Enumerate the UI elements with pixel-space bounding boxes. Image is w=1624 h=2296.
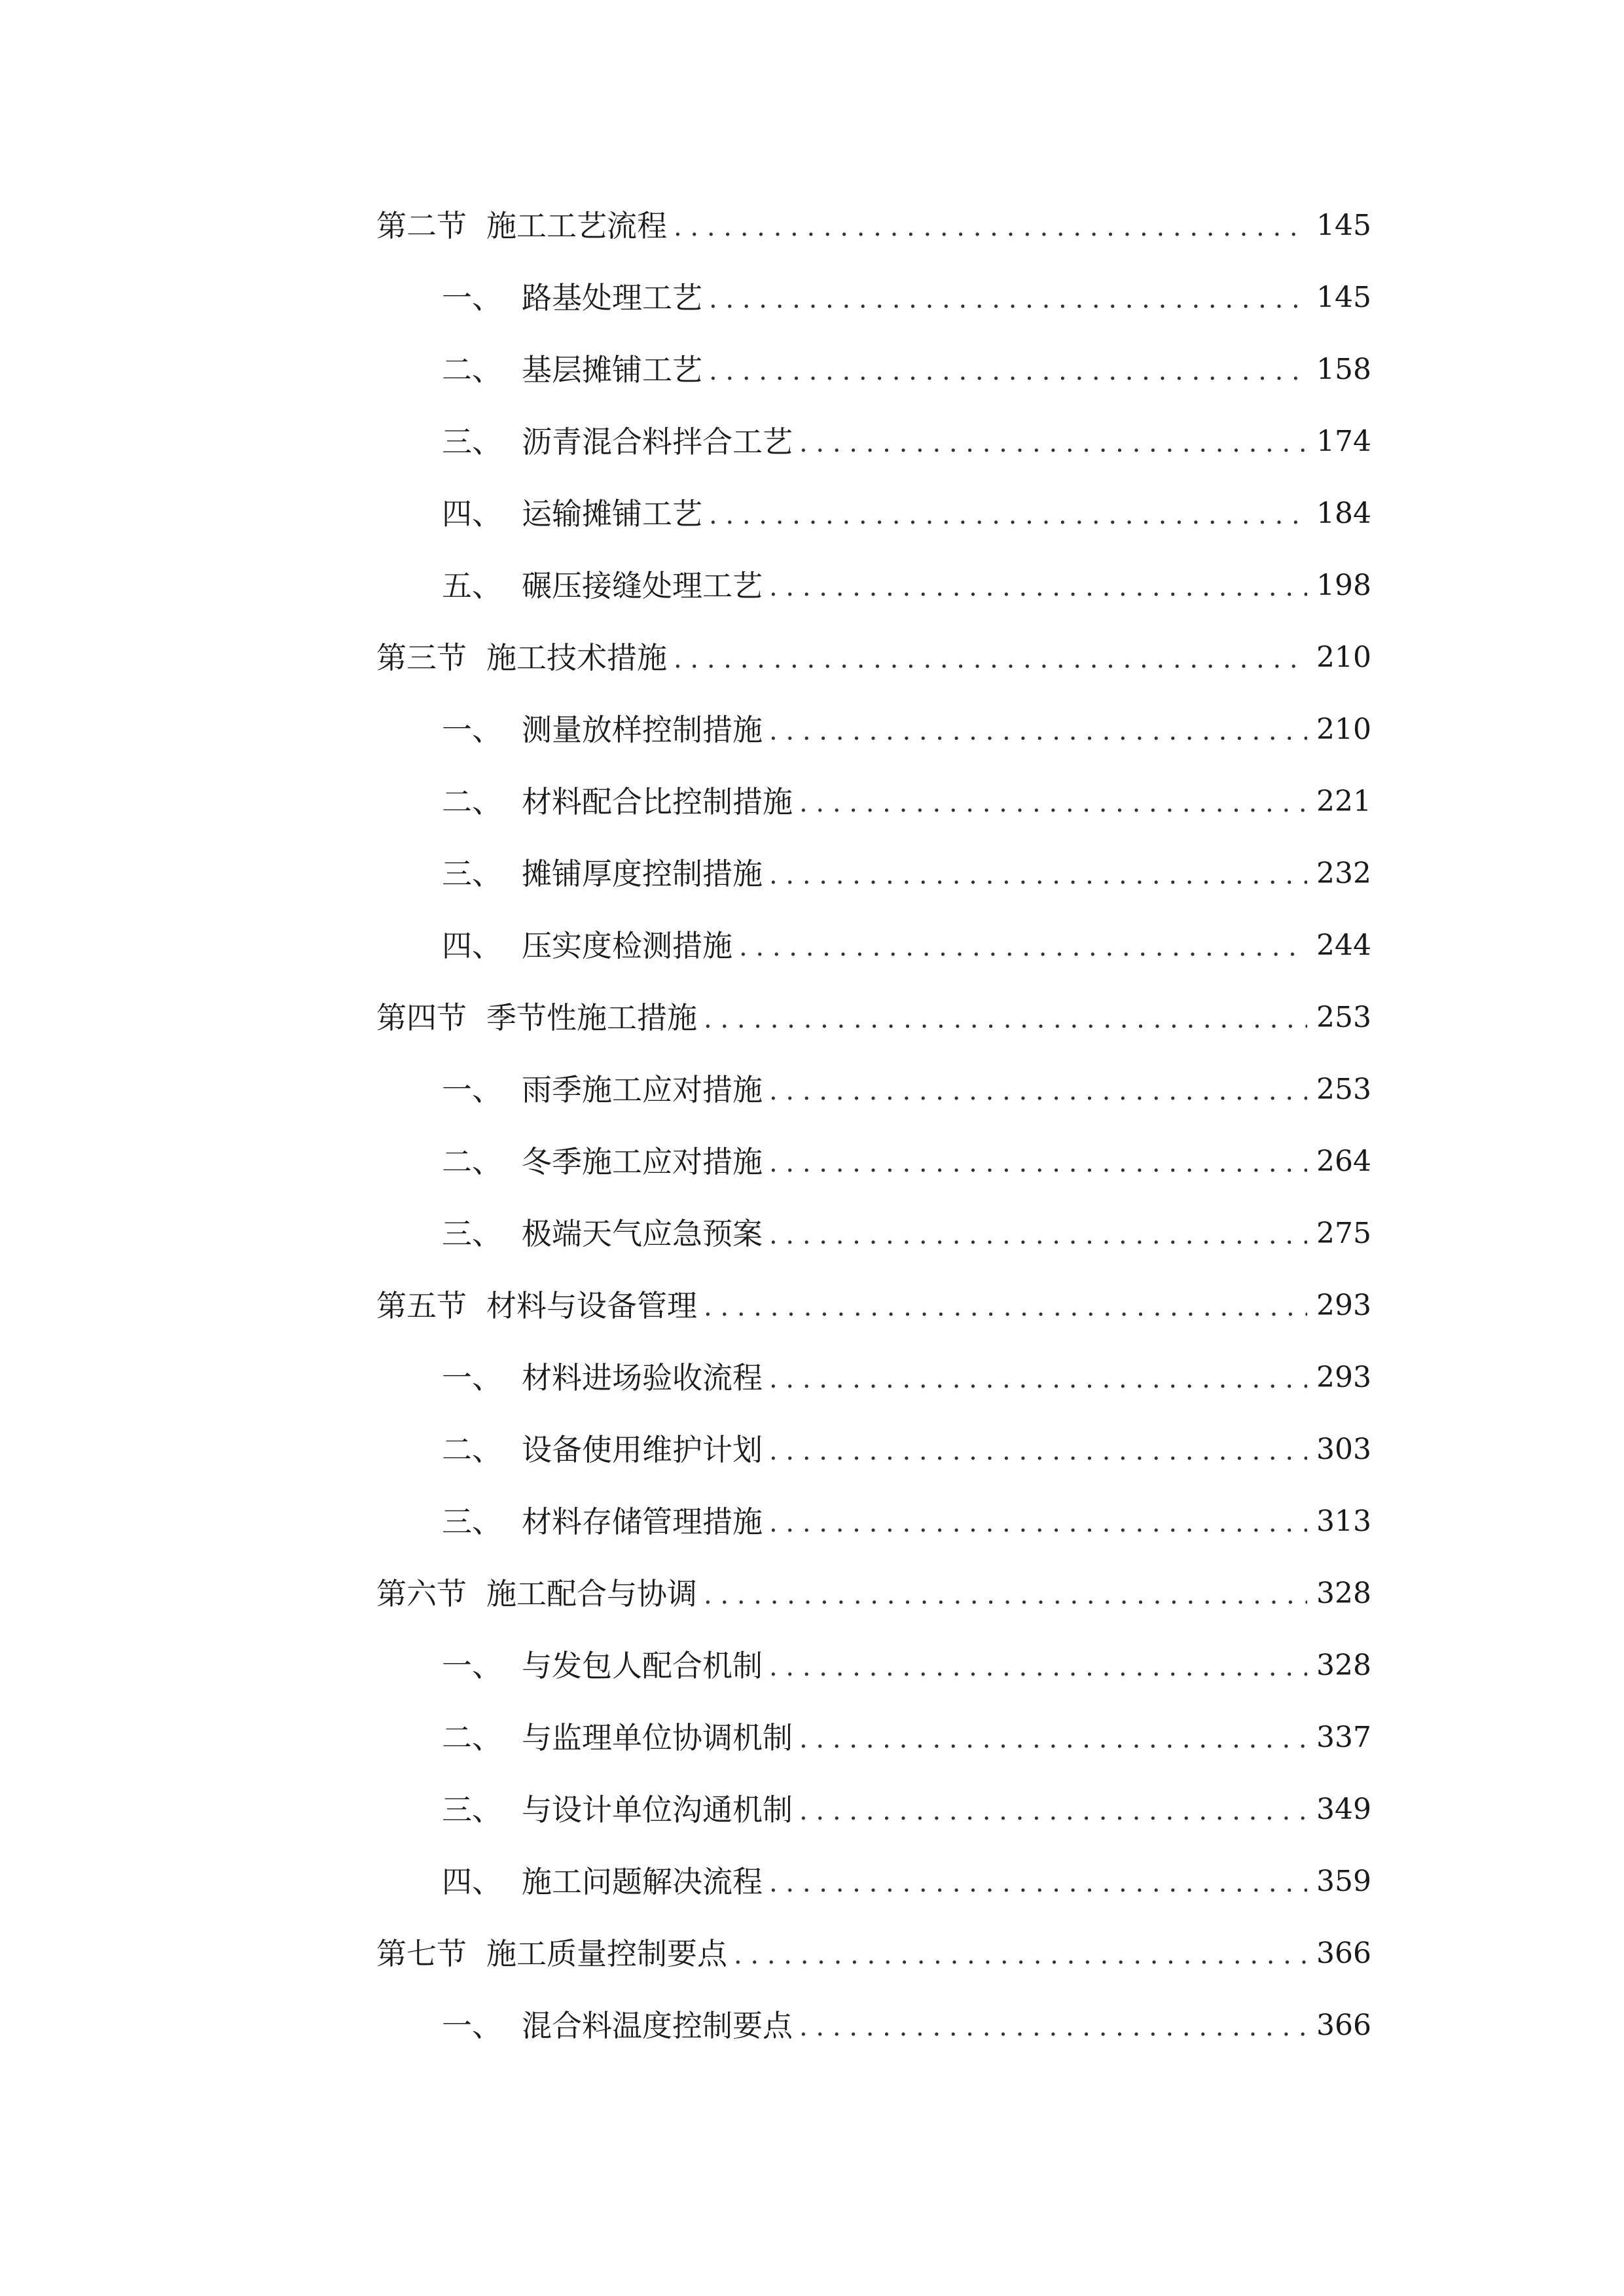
toc-entry[interactable] [376,1702,1371,1774]
toc-entry-page: 184 [1316,497,1371,530]
toc-entry-number: 五、 [442,568,502,603]
toc-entry[interactable] [376,1342,1371,1414]
toc-entry[interactable] [376,1198,1371,1270]
toc-entry-title: 材料配合比控制措施 [522,784,793,819]
toc-entry-title: 压实度检测措施 [522,928,732,963]
toc-entry[interactable] [376,622,1371,694]
toc-entry[interactable] [376,982,1371,1054]
toc-entry-page: 145 [1316,209,1371,242]
toc-entry-page: 210 [1316,641,1371,674]
toc-entry[interactable] [376,1630,1371,1702]
toc-entry[interactable] [376,1990,1371,2062]
dot-leader [704,1006,1307,1032]
toc-entry-page: 174 [1316,425,1371,458]
toc-entry-number: 第四节 [376,1000,467,1035]
dot-leader [709,502,1307,528]
toc-entry[interactable] [376,478,1371,550]
dot-leader [674,214,1307,240]
toc-entry-title: 运输摊铺工艺 [522,496,702,531]
toc-entry-title: 雨季施工应对措施 [522,1072,763,1107]
toc-entry-title: 施工工艺流程 [486,208,667,243]
toc-entry-number: 四、 [442,1864,502,1899]
toc-entry-number: 三、 [442,856,502,891]
toc-entry-number: 第五节 [376,1288,467,1323]
toc-entry-page: 293 [1316,1361,1371,1394]
toc-entry-title: 施工质量控制要点 [486,1936,727,1971]
toc-entry-title: 施工配合与协调 [486,1576,697,1611]
toc-entry-title: 与设计单位沟通机制 [522,1792,793,1827]
dot-leader [769,1438,1307,1464]
toc-entry[interactable] [376,1558,1371,1630]
toc-entry-title: 材料进场验收流程 [522,1360,763,1395]
dot-leader [769,1150,1307,1176]
toc-entry-number: 三、 [442,424,502,459]
toc-entry[interactable] [376,550,1371,622]
dot-leader [769,1366,1307,1392]
dot-leader [799,430,1307,456]
toc-entry-page: 221 [1316,785,1371,818]
toc-entry-page: 264 [1316,1145,1371,1178]
toc-entry-page: 328 [1316,1577,1371,1610]
toc-entry-page: 145 [1316,281,1371,314]
toc-entry-page: 366 [1316,1937,1371,1970]
dot-leader [769,1222,1307,1248]
toc-entry-page: 349 [1316,1793,1371,1826]
toc-entry-title: 季节性施工措施 [486,1000,697,1035]
toc-entry-title: 碾压接缝处理工艺 [522,568,763,603]
toc-entry-number: 三、 [442,1504,502,1539]
toc-entry-number: 第七节 [376,1936,467,1971]
toc-entry-number: 一、 [442,2008,502,2043]
dot-leader [799,1726,1307,1752]
toc-entry-page: 366 [1316,2009,1371,2042]
toc-entry-page: 275 [1316,1217,1371,1250]
dot-leader [769,1510,1307,1536]
toc-entry[interactable] [376,1846,1371,1918]
toc-entry[interactable] [376,1126,1371,1198]
toc-entry-number: 四、 [442,496,502,531]
dot-leader [769,1078,1307,1104]
dot-leader [799,790,1307,816]
toc-entry-title: 材料存储管理措施 [522,1504,763,1539]
toc-entry[interactable] [376,1486,1371,1558]
toc-entry-number: 三、 [442,1216,502,1251]
toc-entry-page: 303 [1316,1433,1371,1466]
toc-entry-title: 测量放样控制措施 [522,712,763,747]
toc-entry-title: 材料与设备管理 [486,1288,697,1323]
toc-entry[interactable] [376,1918,1371,1990]
toc-entry[interactable] [376,190,1371,262]
toc-entry-number: 一、 [442,1072,502,1107]
toc-entry-title: 基层摊铺工艺 [522,352,702,387]
toc-entry-page: 359 [1316,1865,1371,1898]
dot-leader [734,1942,1307,1968]
dot-leader [799,1798,1307,1824]
toc-entry-title: 施工技术措施 [486,640,667,675]
toc-entry[interactable] [376,1270,1371,1342]
toc-entry[interactable] [376,334,1371,406]
toc-entry-number: 二、 [442,1144,502,1179]
toc-entry[interactable] [376,910,1371,982]
dot-leader [769,718,1307,744]
dot-leader [769,574,1307,600]
toc-entry-number: 三、 [442,1792,502,1827]
dot-leader [704,1294,1307,1320]
toc-entry[interactable] [376,262,1371,334]
toc-entry-title: 与监理单位协调机制 [522,1720,793,1755]
toc-entry-number: 第三节 [376,640,467,675]
toc-entry[interactable] [376,766,1371,838]
dot-leader [769,862,1307,888]
toc-entry-page: 232 [1316,857,1371,890]
toc-entry-title: 混合料温度控制要点 [522,2008,793,2043]
toc-entry-page: 253 [1316,1073,1371,1106]
toc-entry-title: 设备使用维护计划 [522,1432,763,1467]
toc-entry-title: 冬季施工应对措施 [522,1144,763,1179]
toc-entry-page: 293 [1316,1289,1371,1322]
dot-leader [799,2014,1307,2040]
dot-leader [769,1870,1307,1896]
toc-entry[interactable] [376,838,1371,910]
toc-entry[interactable] [376,1414,1371,1486]
toc-entry-title: 路基处理工艺 [522,280,702,315]
dot-leader [674,646,1307,672]
toc-entry-title: 施工问题解决流程 [522,1864,763,1899]
dot-leader [709,358,1307,384]
toc-entry-number: 一、 [442,280,502,315]
toc-entry-number: 第二节 [376,208,467,243]
toc-entry-page: 313 [1316,1505,1371,1538]
toc-entry[interactable] [376,694,1371,766]
dot-leader [709,286,1307,312]
toc-entry-page: 328 [1316,1649,1371,1682]
toc-entry-number: 二、 [442,784,502,819]
toc-entry-number: 二、 [442,352,502,387]
dot-leader [769,1654,1307,1680]
toc-entry-title: 沥青混合料拌合工艺 [522,424,793,459]
toc-entry-title: 与发包人配合机制 [522,1648,763,1683]
toc-entry-title: 极端天气应急预案 [522,1216,763,1251]
toc-entry[interactable] [376,406,1371,478]
toc-entry-page: 158 [1316,353,1371,386]
dot-leader [739,934,1307,960]
toc-entry-number: 四、 [442,928,502,963]
toc-entry-page: 244 [1316,929,1371,962]
toc-entry-number: 第六节 [376,1576,467,1611]
toc-entry[interactable] [376,1774,1371,1846]
toc-entry-title: 摊铺厚度控制措施 [522,856,763,891]
toc-entry-number: 一、 [442,712,502,747]
toc-entry-page: 210 [1316,713,1371,746]
toc-entry-page: 198 [1316,569,1371,602]
toc-entry-number: 一、 [442,1648,502,1683]
toc-entry-number: 一、 [442,1360,502,1395]
table-of-contents [376,190,1371,2062]
toc-entry[interactable] [376,1054,1371,1126]
toc-entry-page: 337 [1316,1721,1371,1754]
toc-entry-number: 二、 [442,1432,502,1467]
toc-entry-page: 253 [1316,1001,1371,1034]
toc-entry-number: 二、 [442,1720,502,1755]
dot-leader [704,1582,1307,1608]
